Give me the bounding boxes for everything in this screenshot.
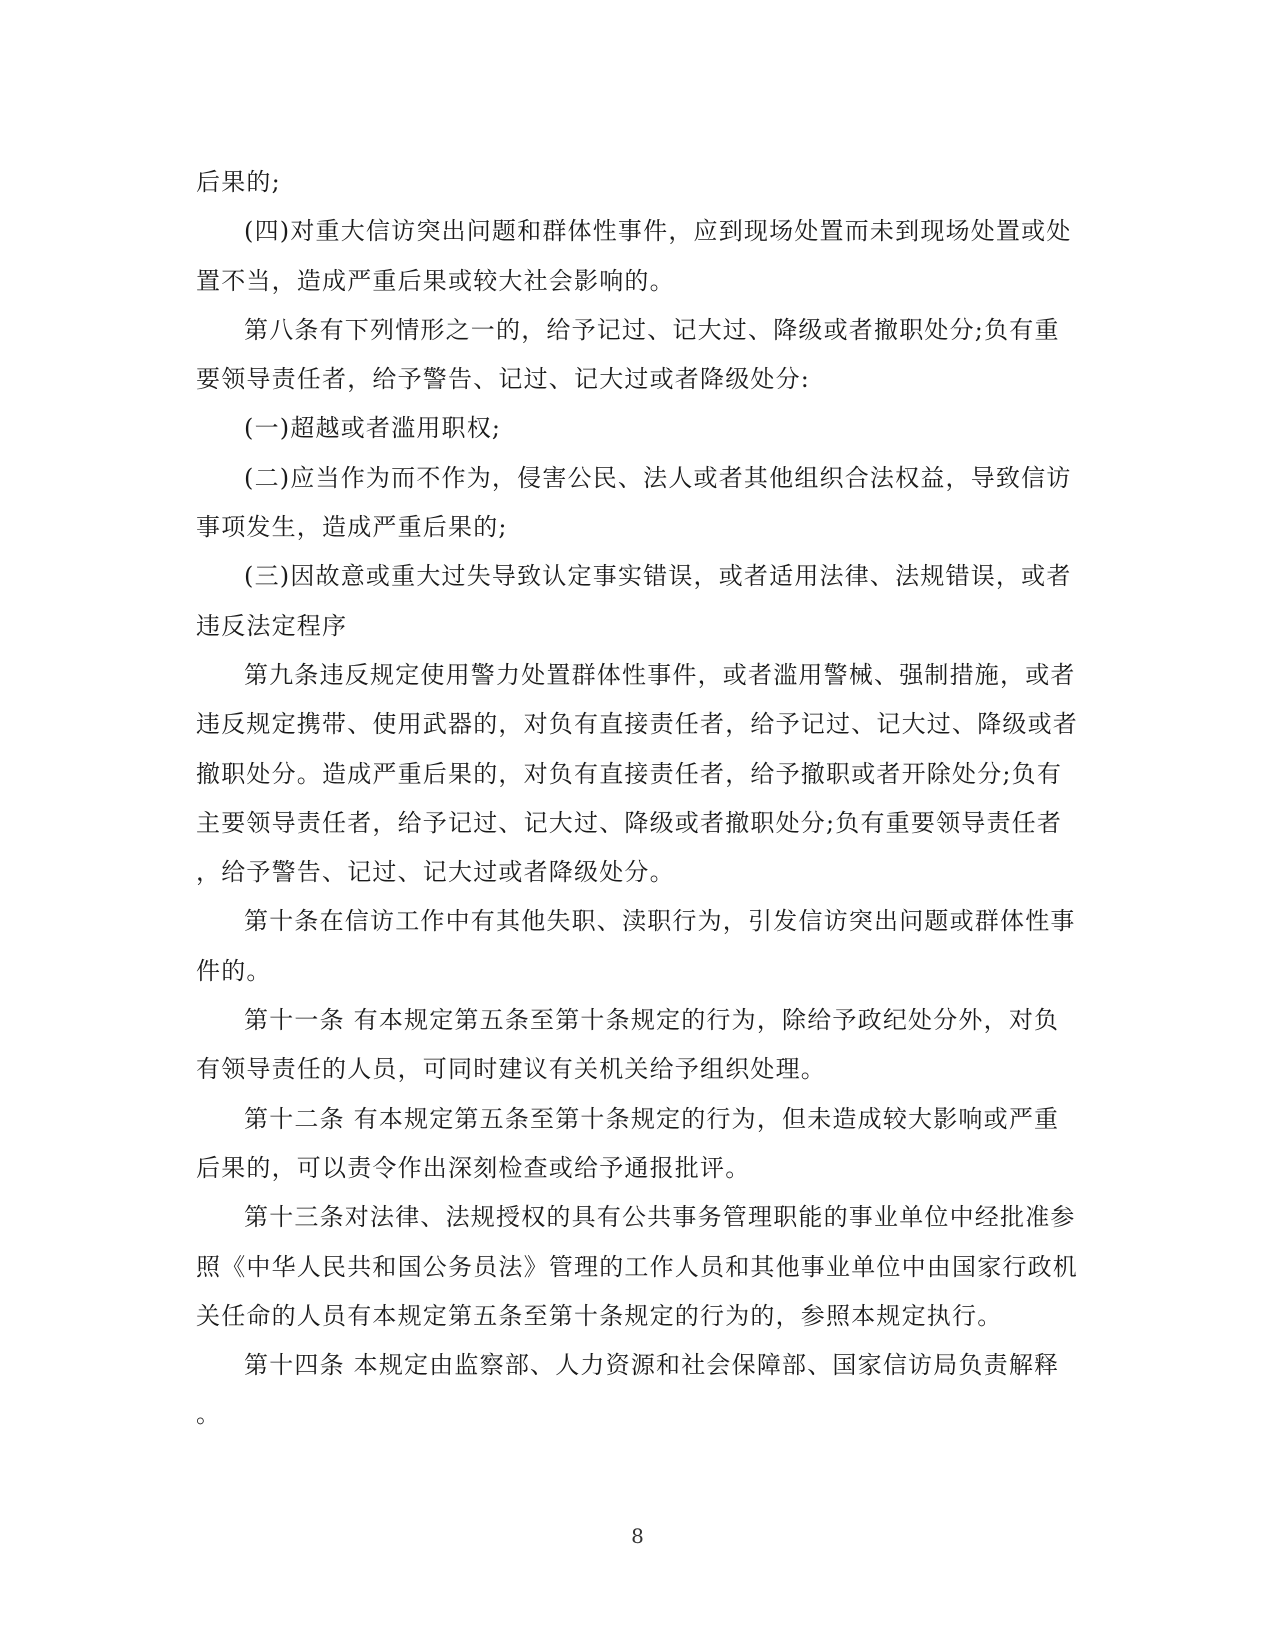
text-line: 第八条有下列情形之一的，给予记过、记大过、降级或者撤职处分;负有重 xyxy=(244,315,1060,344)
text-line: 关任命的人员有本规定第五条至第十条规定的行为的，参照本规定执行。 xyxy=(196,1301,1003,1330)
page-number: 8 xyxy=(631,1524,644,1548)
text-line: 有领导责任的人员，可同时建议有关机关给予组织处理。 xyxy=(196,1055,826,1084)
text-line: (一)超越或者滥用职权; xyxy=(244,414,502,443)
text-line: 要领导责任者，给予警告、记过、记大过或者降级处分: xyxy=(196,365,811,394)
text-line: 撤职处分。造成严重后果的，对负有直接责任者，给予撤职或者开除处分;负有 xyxy=(196,759,1063,788)
text-line: (四)对重大信访突出问题和群体性事件，应到现场处置而未到现场处置或处 xyxy=(244,217,1072,246)
text-line: 违反规定携带、使用武器的，对负有直接责任者，给予记过、记大过、降级或者 xyxy=(196,710,1078,739)
text-line: 第十一条 有本规定第五条至第十条规定的行为，除给予政纪处分外，对负 xyxy=(244,1006,1060,1035)
text-line: 照《中华人民共和国公务员法》管理的工作人员和其他事业单位中由国家行政机 xyxy=(196,1252,1078,1281)
text-line: 件的。 xyxy=(196,956,272,985)
text-line: 第十二条 有本规定第五条至第十条规定的行为，但未造成较大影响或严重 xyxy=(244,1104,1060,1133)
text-line: 主要领导责任者，给予记过、记大过、降级或者撤职处分;负有重要领导责任者 xyxy=(196,808,1063,837)
text-line: ，给予警告、记过、记大过或者降级处分。 xyxy=(196,858,675,887)
text-line: (三)因故意或重大过失导致认定事实错误，或者适用法律、法规错误，或者 xyxy=(244,562,1072,591)
text-line: (二)应当作为而不作为，侵害公民、法人或者其他组织合法权益，导致信访 xyxy=(244,463,1072,492)
text-line: 第十条在信访工作中有其他失职、渎职行为，引发信访突出问题或群体性事 xyxy=(244,907,1076,936)
text-line: 事项发生，造成严重后果的; xyxy=(196,513,508,542)
text-line: 。 xyxy=(196,1400,222,1429)
text-line: 第九条违反规定使用警力处置群体性事件，或者滥用警械、强制措施，或者 xyxy=(244,660,1076,689)
text-line: 违反法定程序 xyxy=(196,611,348,640)
text-line: 后果的，可以责令作出深刻检查或给予通报批评。 xyxy=(196,1153,751,1182)
text-line: 第十三条对法律、法规授权的具有公共事务管理职能的事业单位中经批准参 xyxy=(244,1203,1076,1232)
text-line: 后果的; xyxy=(196,168,281,196)
text-line: 置不当，造成严重后果或较大社会影响的。 xyxy=(196,266,675,295)
document-body xyxy=(196,158,1078,1440)
text-line: 第十四条 本规定由监察部、人力资源和社会保障部、国家信访局负责解释 xyxy=(244,1351,1060,1380)
